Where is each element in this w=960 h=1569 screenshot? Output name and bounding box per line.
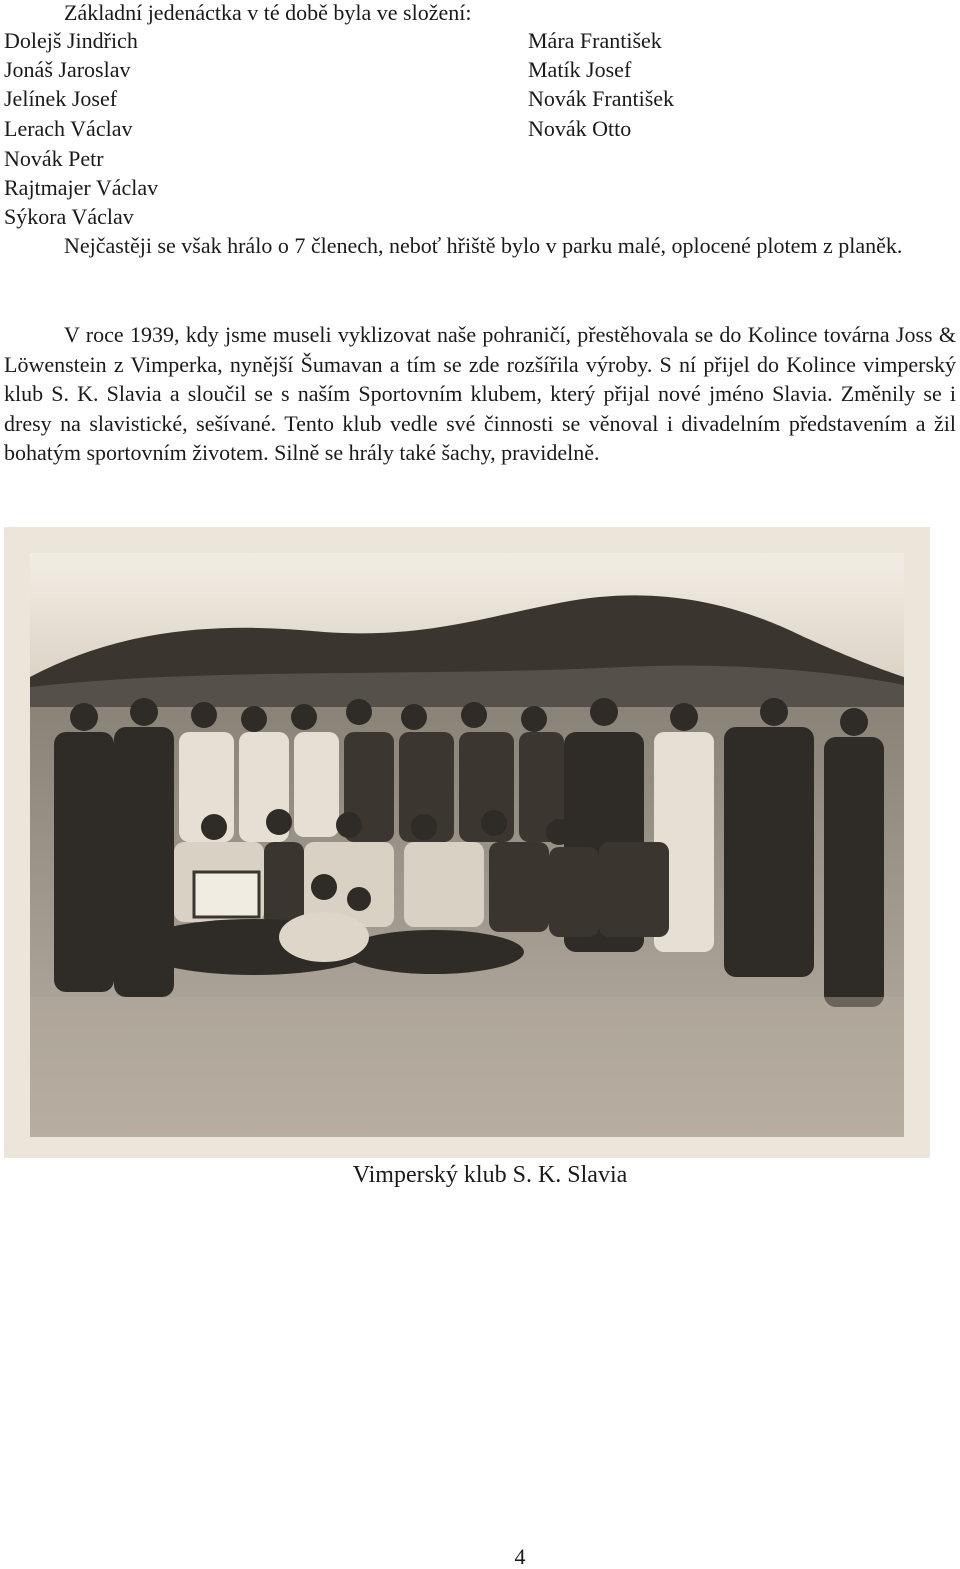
player-left-2: Jonáš Jaroslav (4, 57, 131, 82)
player-right-2: Matík Josef (528, 57, 632, 82)
photo-caption: Vimperský klub S. K. Slavia (352, 1162, 628, 1188)
intro-line: Základní jedenáctka v té době byla ve složení: (64, 0, 472, 25)
player-left-6: Rajtmajer Václav (4, 175, 159, 200)
player-right-1: Mára František (528, 28, 662, 53)
page-number: 4 (514, 1544, 526, 1569)
player-right-4: Novák Otto (528, 116, 632, 141)
player-left-1: Dolejš Jindřich (4, 28, 138, 53)
paragraph-history: V roce 1939, kdy jsme museli vyklizovat naše pohraničí, přestěhovala se do Kolince továrna Joss & Löwenstein z Vimperka, nynější Šumavan a tím se zde rozšířila výroby. S ní přijel do Kolince vimperský klub S. K. Slavia a sloučil se s naším Sportovním klubem, který přijal nové jméno Slavia. Změnily se i dresy na slavistické, sešívané. Tento klub vedle své činnosti se věnoval i divadelním představením a žil bohatým sportovním životem. Silně se hrály také šachy, pravidelně. (4, 322, 956, 466)
player-left-3: Jelínek Josef (4, 86, 118, 111)
player-left-4: Lerach Václav (4, 116, 133, 141)
player-left-5: Novák Petr (4, 146, 104, 171)
player-left-7: Sýkora Václav (4, 204, 134, 229)
team-photo (4, 527, 930, 1158)
paragraph-pitch: Nejčastěji se však hrálo o 7 členech, neboť hřiště bylo v parku malé, oplocené plotem z planěk. (64, 233, 903, 258)
player-right-3: Novák František (528, 86, 675, 111)
